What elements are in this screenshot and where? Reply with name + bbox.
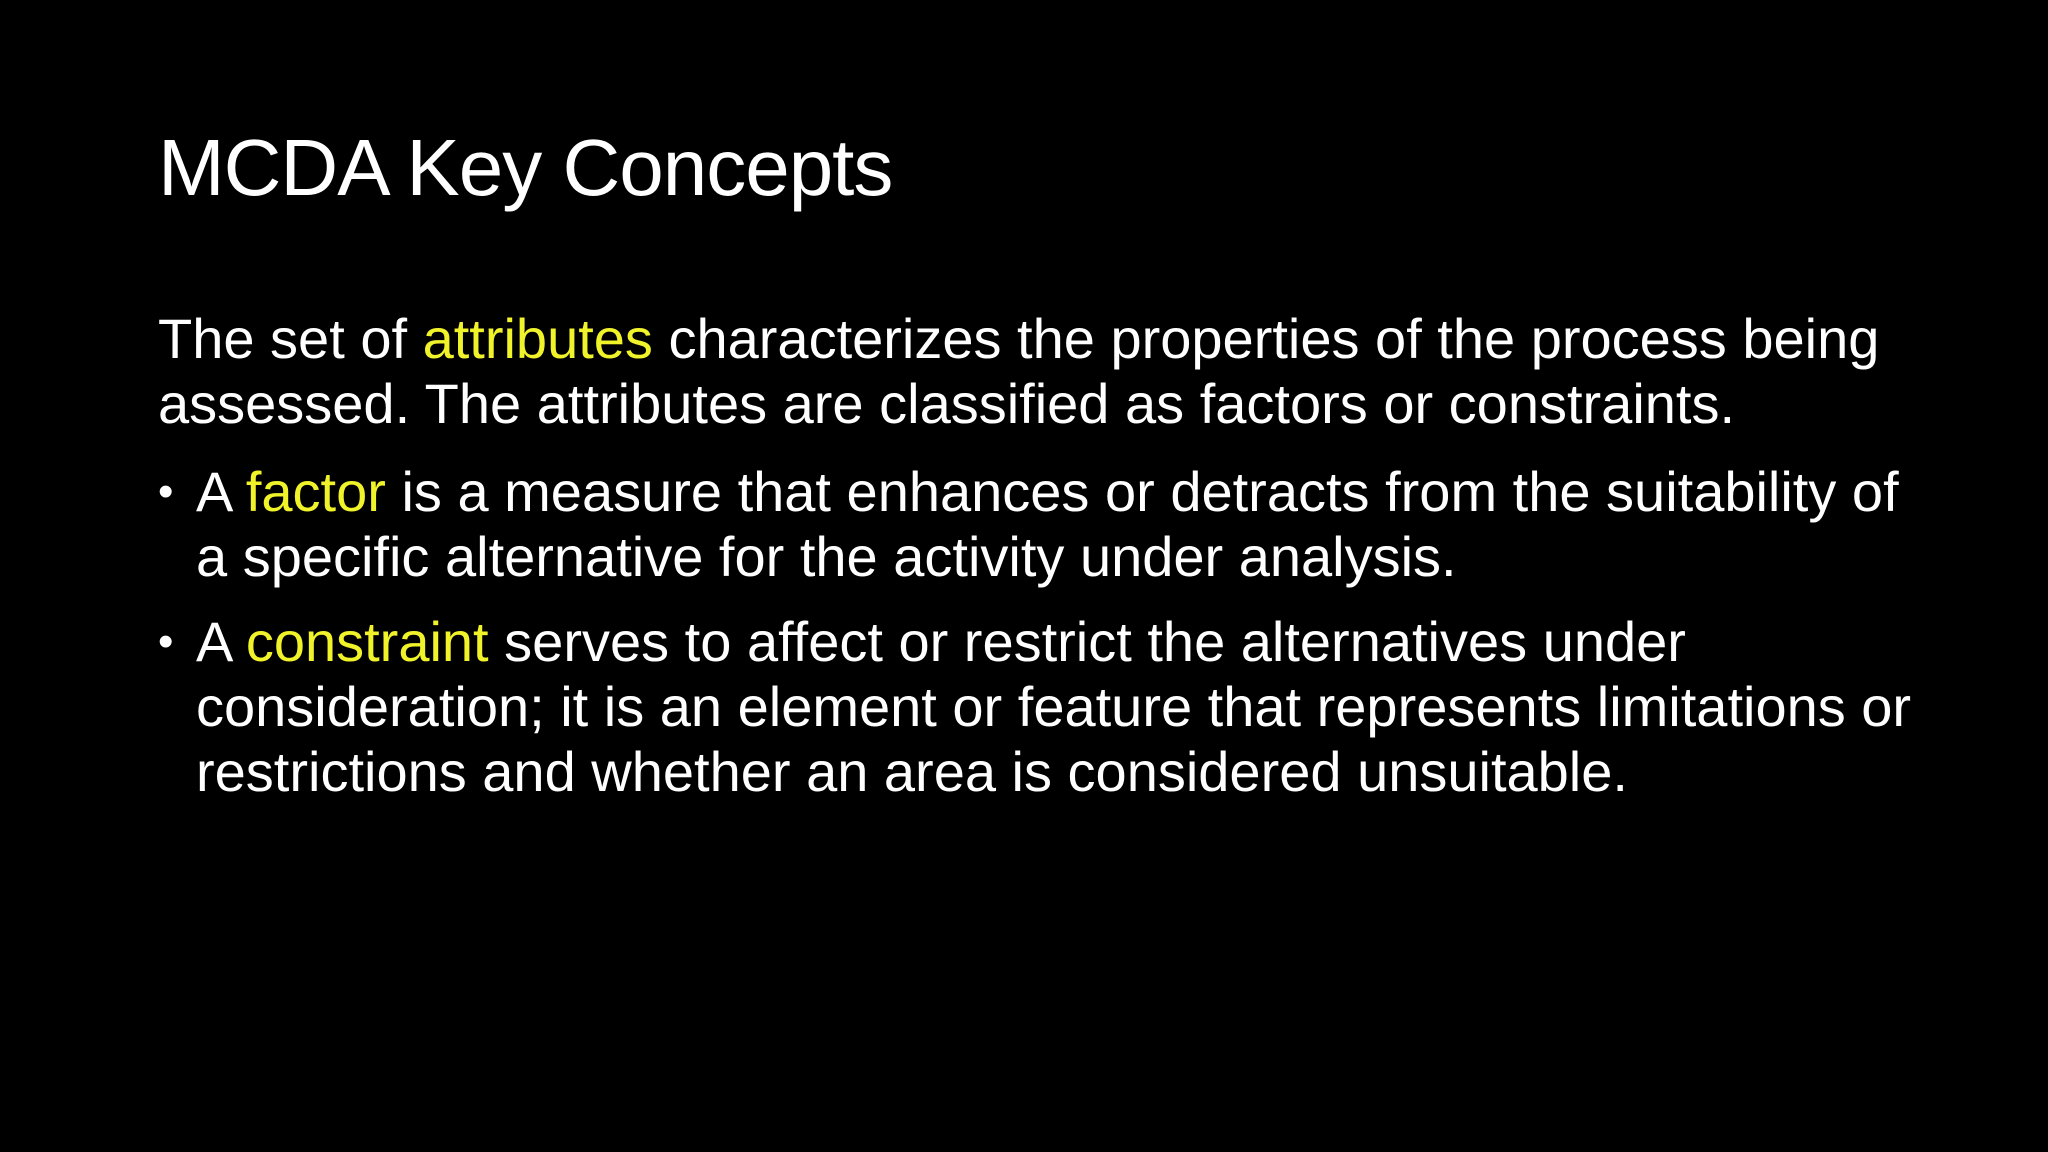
slide-body [158, 306, 1958, 804]
bullet-list [158, 459, 1958, 804]
bullet-highlight-constraint: constraint [245, 610, 489, 673]
bullet-dot-icon: • [158, 617, 174, 666]
bullet-text-before: A [196, 460, 246, 523]
bullet-text-before: A [196, 610, 246, 673]
bullet-highlight-factor: factor [245, 460, 386, 523]
intro-highlight-attributes: attributes [422, 307, 653, 370]
intro-text-before: The set of [158, 307, 423, 370]
intro-text-after: characterizes the properties of the process being assessed. The attributes are classified as factors or constraints. [158, 307, 1880, 435]
intro-paragraph [158, 306, 1918, 436]
bullet-text-after: is a measure that enhances or detracts from the suitability of a specific alternative for the activity under analysis. [196, 460, 1899, 588]
bullet-factor [158, 459, 1936, 589]
bullet-text-after: serves to affect or restrict the alternatives under consideration; it is an element or feature that represents limitations or restrictions and whether an area is considered unsuitable. [196, 610, 1912, 803]
slide-title: MCDA Key Concepts [158, 123, 893, 212]
bullet-constraint [158, 609, 1956, 804]
bullet-dot-icon: • [158, 467, 174, 516]
